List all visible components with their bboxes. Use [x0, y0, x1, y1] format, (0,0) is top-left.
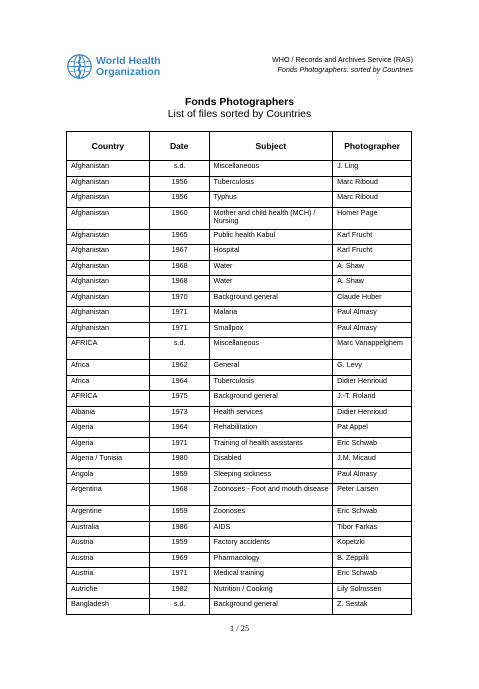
cell-subject: Background general: [209, 291, 333, 307]
cell-subject: Mother and child health (MCH) / Nursing: [209, 207, 333, 229]
cell-date: 1965: [149, 229, 209, 245]
cell-country: Australia: [67, 521, 150, 537]
cell-photographer: Marc Vanappelghem: [333, 338, 412, 360]
cell-country: AFRICA: [67, 338, 150, 360]
cell-country: Austria: [67, 537, 150, 553]
cell-date: 1959: [149, 506, 209, 522]
cell-photographer: J.M. Micaud: [333, 453, 412, 469]
cell-country: Bangladesh: [67, 599, 150, 615]
table-body: [67, 161, 412, 615]
table-row: [67, 484, 412, 506]
cell-date: s.d.: [149, 161, 209, 177]
cell-photographer: Didier Henrioud: [333, 406, 412, 422]
cell-date: 1956: [149, 192, 209, 208]
org-name-line1: World Health: [96, 54, 161, 67]
cell-subject: Malaria: [209, 307, 333, 323]
cell-date: 1968: [149, 484, 209, 506]
cell-country: Africa: [67, 360, 150, 376]
cell-date: 1964: [149, 375, 209, 391]
cell-date: 1967: [149, 245, 209, 261]
cell-photographer: A. Shaw: [333, 276, 412, 292]
cell-photographer: Eric Schwab: [333, 437, 412, 453]
table-row: [67, 599, 412, 615]
header-subtitle: Fonds Photographers: sorted by Countries: [277, 65, 413, 74]
cell-country: Afghanistan: [67, 229, 150, 245]
cell-photographer: Marc Riboud: [333, 192, 412, 208]
cell-subject: Miscellaneous: [209, 338, 333, 360]
cell-country: Afghanistan: [67, 207, 150, 229]
cell-photographer: Z. Sestak: [333, 599, 412, 615]
cell-subject: Training of health assistants: [209, 437, 333, 453]
table-row: [67, 422, 412, 438]
cell-photographer: A. Shaw: [333, 260, 412, 276]
cell-subject: Disabled: [209, 453, 333, 469]
table-row: [67, 322, 412, 338]
column-header-country: Country: [67, 132, 150, 161]
table-row: [67, 176, 412, 192]
cell-subject: Hospital: [209, 245, 333, 261]
cell-date: 1968: [149, 260, 209, 276]
cell-photographer: Eric Schwab: [333, 506, 412, 522]
cell-country: AFRICA: [67, 391, 150, 407]
cell-date: 1986: [149, 521, 209, 537]
cell-photographer: Didier Henrioud: [333, 375, 412, 391]
cell-subject: Health services: [209, 406, 333, 422]
cell-photographer: Eric Schwab: [333, 568, 412, 584]
table-header-row: [67, 132, 412, 161]
cell-country: Angola: [67, 468, 150, 484]
table-row: [67, 537, 412, 553]
table-row: [67, 406, 412, 422]
service-name: WHO / Records and Archives Service (RAS): [272, 55, 413, 64]
cell-subject: Miscellaneous: [209, 161, 333, 177]
cell-subject: Background general: [209, 391, 333, 407]
table-row: [67, 192, 412, 208]
cell-photographer: Peter Larsen: [333, 484, 412, 506]
cell-date: 1970: [149, 291, 209, 307]
cell-date: 1982: [149, 583, 209, 599]
cell-subject: Factory accidents: [209, 537, 333, 553]
org-name: [96, 56, 161, 78]
page-number: 1 / 25: [229, 623, 250, 633]
cell-country: Afghanistan: [67, 291, 150, 307]
cell-country: Albania: [67, 406, 150, 422]
cell-date: 1964: [149, 422, 209, 438]
table-row: [67, 245, 412, 261]
cell-date: 1968: [149, 276, 209, 292]
cell-date: 1971: [149, 437, 209, 453]
cell-date: 1959: [149, 537, 209, 553]
table-row: [67, 260, 412, 276]
cell-date: 1959: [149, 468, 209, 484]
cell-photographer: Karl Frucht: [333, 245, 412, 261]
cell-subject: Background general: [209, 599, 333, 615]
table-row: [67, 521, 412, 537]
cell-country: Austria: [67, 552, 150, 568]
cell-subject: Zoonoses: [209, 506, 333, 522]
table-row: [67, 568, 412, 584]
cell-subject: Water: [209, 260, 333, 276]
table-row: [67, 276, 412, 292]
cell-date: 1971: [149, 307, 209, 323]
cell-date: 1980: [149, 453, 209, 469]
cell-subject: Smallpox: [209, 322, 333, 338]
cell-country: Afghanistan: [67, 245, 150, 261]
table-row: [67, 291, 412, 307]
cell-country: Afghanistan: [67, 161, 150, 177]
cell-subject: Nutrition / Cooking: [209, 583, 333, 599]
cell-photographer: Kopetzki: [333, 537, 412, 553]
cell-country: Austria: [67, 568, 150, 584]
cell-country: Afghanistan: [67, 276, 150, 292]
title-main: Fonds Photographers: [184, 96, 295, 108]
cell-date: 1971: [149, 568, 209, 584]
cell-country: Autriche: [67, 583, 150, 599]
cell-date: 1973: [149, 406, 209, 422]
table-row: [67, 468, 412, 484]
table-row: [67, 375, 412, 391]
cell-country: Argentina: [67, 484, 150, 506]
table-row: [67, 207, 412, 229]
cell-country: Afghanistan: [67, 307, 150, 323]
column-header-photographer: Photographer: [333, 132, 412, 161]
cell-subject: Typhus: [209, 192, 333, 208]
cell-photographer: G. Levy: [333, 360, 412, 376]
cell-photographer: Paul Almasy: [333, 468, 412, 484]
table-row: [67, 583, 412, 599]
cell-photographer: J. Ling: [333, 161, 412, 177]
who-emblem-icon: [66, 53, 93, 80]
cell-photographer: Lily Solmssen: [333, 583, 412, 599]
cell-subject: Tuberculosis: [209, 176, 333, 192]
org-name-line2: Organization: [96, 65, 161, 78]
cell-subject: Zoonoses - Foot and mouth disease: [209, 484, 333, 506]
document-title: [0, 96, 479, 120]
cell-subject: Medical training: [209, 568, 333, 584]
cell-subject: General: [209, 360, 333, 376]
cell-date: 1962: [149, 360, 209, 376]
files-table: [66, 131, 412, 615]
cell-subject: Pharmacology: [209, 552, 333, 568]
table-row: [67, 360, 412, 376]
cell-date: 1956: [149, 176, 209, 192]
table-row: [67, 161, 412, 177]
cell-country: Algeria / Tunisia: [67, 453, 150, 469]
table-row: [67, 307, 412, 323]
cell-photographer: Homer Page: [333, 207, 412, 229]
table-row: [67, 229, 412, 245]
cell-photographer: Paul Almasy: [333, 322, 412, 338]
table-row: [67, 338, 412, 360]
cell-date: 1960: [149, 207, 209, 229]
cell-country: Argentine: [67, 506, 150, 522]
cell-country: Africa: [67, 375, 150, 391]
cell-subject: Tuberculosis: [209, 375, 333, 391]
column-header-date: Date: [149, 132, 209, 161]
table-row: [67, 552, 412, 568]
cell-country: Afghanistan: [67, 176, 150, 192]
cell-subject: Sleeping sickness: [209, 468, 333, 484]
cell-subject: Rehabilitation: [209, 422, 333, 438]
cell-subject: AIDS: [209, 521, 333, 537]
cell-date: 1969: [149, 552, 209, 568]
table-row: [67, 453, 412, 469]
cell-country: Afghanistan: [67, 192, 150, 208]
cell-photographer: Marc Riboud: [333, 176, 412, 192]
cell-country: Afghanistan: [67, 322, 150, 338]
cell-photographer: J.-T. Roland: [333, 391, 412, 407]
cell-country: Algeria: [67, 422, 150, 438]
table-row: [67, 506, 412, 522]
table-row: [67, 391, 412, 407]
cell-country: Algeria: [67, 437, 150, 453]
cell-photographer: Karl Frucht: [333, 229, 412, 245]
cell-photographer: Pat Appel: [333, 422, 412, 438]
cell-photographer: Tibor Farkas: [333, 521, 412, 537]
cell-date: 1971: [149, 322, 209, 338]
cell-country: Afghanistan: [67, 260, 150, 276]
title-sub: List of files sorted by Countries: [167, 108, 312, 120]
cell-date: 1975: [149, 391, 209, 407]
cell-subject: Water: [209, 276, 333, 292]
cell-photographer: B. Zeppilli: [333, 552, 412, 568]
cell-photographer: Claude Huber: [333, 291, 412, 307]
cell-subject: Public health Kabul: [209, 229, 333, 245]
cell-date: s.d.: [149, 338, 209, 360]
column-header-subject: Subject: [209, 132, 333, 161]
table-row: [67, 437, 412, 453]
cell-date: s.d.: [149, 599, 209, 615]
cell-photographer: Paul Almasy: [333, 307, 412, 323]
header-info: [272, 55, 413, 75]
who-logo: [66, 53, 161, 80]
